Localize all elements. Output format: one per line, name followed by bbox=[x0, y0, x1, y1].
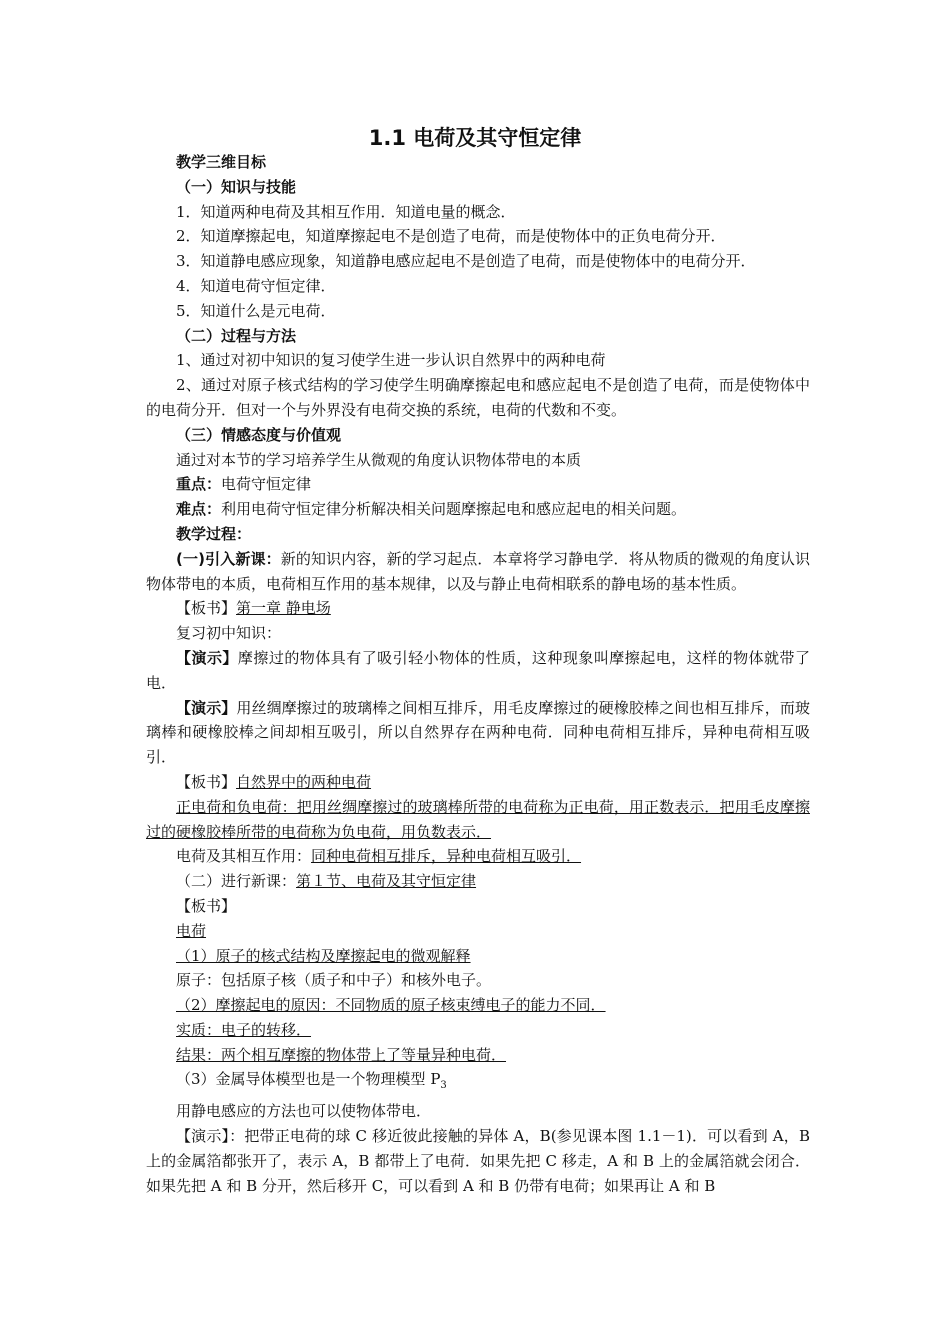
board-note-2-text: 自然界中的两种电荷 bbox=[236, 772, 372, 791]
demo-1 bbox=[146, 646, 810, 696]
key-point-text: 电荷守恒定律 bbox=[221, 475, 312, 494]
board-note-1-text: 第一章 静电场 bbox=[236, 599, 331, 618]
method-item-2: 2、通过对原子核式结构的学习使学生明确摩擦起电和感应起电不是创造了电荷，而是使物体中的电荷分开．但对一个与外界没有电荷交换的系统，电荷的代数和不变。 bbox=[146, 376, 810, 419]
subsection-1: （1）原子的核式结构及摩擦起电的微观解释 bbox=[176, 946, 471, 965]
essence-text: 实质：电子的转移． bbox=[176, 1020, 312, 1039]
review-text: 复习初中知识： bbox=[176, 624, 282, 643]
process-method-heading: （二）过程与方法 bbox=[176, 326, 297, 345]
demo-3-text: ：把带正电荷的球 C 移近彼此接触的异体 A，B(参见课本图 1.1－1)．可以看到 A，B 上的金属箔都张开了，表示 A，B 都带上了电荷．如果先把 C 移走，A 和 B 上的金属箔就会闭合．如果先把 A 和 B 分开，然后移开 C，可以看到 A 和 B 仍带有电荷；如果再让 A 和 B bbox=[146, 1127, 810, 1195]
intro-text: 新的知识内容，新的学习起点．本章将学习静电学．将从物质的微观的角度认识物体带电的本质，电荷相互作用的基本规律，以及与静止电荷相联系的静电场的基本性质。 bbox=[146, 549, 810, 593]
teaching-process-heading: 教学过程： bbox=[176, 524, 252, 543]
difficult-point-text: 利用电荷守恒定律分析解决相关问题摩擦起电和感应起电的相关问题。 bbox=[221, 500, 687, 519]
interaction-label: 电荷及其相互作用： bbox=[176, 847, 312, 866]
intro-label: (一)引入新课： bbox=[176, 549, 281, 568]
board-note-2 bbox=[146, 770, 810, 795]
new-lesson-label: （二）进行新课： bbox=[176, 872, 297, 891]
board-tag: 【板书】 bbox=[176, 772, 237, 791]
demo-2 bbox=[146, 696, 810, 770]
demo-tag: 【演示】 bbox=[176, 648, 238, 667]
document-body bbox=[146, 150, 810, 1198]
knowledge-item-3: 3．知道静电感应现象，知道静电感应起电不是创造了电荷，而是使物体中的电荷分开． bbox=[176, 252, 756, 271]
interaction-line bbox=[146, 844, 810, 869]
attitude-text: 通过对本节的学习培养学生从微观的角度认识物体带电的本质 bbox=[176, 450, 582, 469]
method-item-1: 1、通过对初中知识的复习使学生进一步认识自然界中的两种电荷 bbox=[176, 351, 606, 370]
new-lesson-text: 第１节、电荷及其守恒定律 bbox=[296, 872, 477, 891]
demo-1-text: 摩擦过的物体具有了吸引轻小物体的性质，这种现象叫摩擦起电，这样的物体就带了电． bbox=[146, 648, 810, 692]
demo-2-text: 用丝绸摩擦过的玻璃棒之间相互排斥，用毛皮摩擦过的硬橡胶棒之间也相互排斥，而玻璃棒和硬橡胶棒之间却相互吸引，所以自然界存在两种电荷．同种电荷相互排斥，异种电荷相互吸引． bbox=[146, 698, 810, 767]
attitude-heading: （三）情感态度与价值观 bbox=[176, 425, 342, 444]
knowledge-item-2: 2．知道摩擦起电，知道摩擦起电不是创造了电荷，而是使物体中的正负电荷分开． bbox=[176, 227, 726, 246]
key-point-label: 重点： bbox=[176, 475, 222, 494]
board-tag-line: 【板书】 bbox=[176, 896, 237, 915]
document-title: 1.1 电荷及其守恒定律 bbox=[368, 126, 582, 150]
knowledge-item-4: 4．知道电荷守恒定律． bbox=[176, 276, 336, 295]
board-tag: 【板书】 bbox=[176, 599, 237, 618]
atom-text: 原子：包括原子核（质子和中子）和核外电子。 bbox=[176, 971, 492, 990]
charges-definition: 正电荷和负电荷：把用丝绸摩擦过的玻璃棒所带的电荷称为正电荷，用正数表示．把用毛皮摩擦过的硬橡胶棒所带的电荷称为负电荷，用负数表示． bbox=[146, 797, 810, 841]
demo-3-tag: 【演示】 bbox=[176, 1127, 230, 1146]
key-point bbox=[146, 472, 810, 497]
new-lesson-line bbox=[146, 869, 810, 894]
subsection-3-subscript: 3 bbox=[440, 1080, 447, 1092]
intro-paragraph bbox=[146, 547, 810, 597]
induction-text: 用静电感应的方法也可以使物体带电． bbox=[176, 1102, 432, 1121]
charge-word: 电荷 bbox=[176, 921, 207, 940]
result-text: 结果：两个相互摩擦的物体带上了等量异种电荷． bbox=[176, 1045, 507, 1064]
demo-3 bbox=[146, 1124, 810, 1198]
difficult-point-label: 难点： bbox=[176, 500, 222, 519]
knowledge-item-1: 1．知道两种电荷及其相互作用．知道电量的概念． bbox=[176, 202, 516, 221]
subsection-2: （2）摩擦起电的原因：不同物质的原子核束缚电子的能力不同． bbox=[176, 996, 606, 1015]
demo-tag: 【演示】 bbox=[176, 698, 237, 717]
interaction-text: 同种电荷相互排斥，异种电荷相互吸引． bbox=[311, 847, 582, 866]
subsection-3-text: （3）金属导体模型也是一个物理模型 P bbox=[176, 1070, 441, 1089]
board-note-1 bbox=[146, 596, 810, 621]
subsection-3 bbox=[146, 1067, 810, 1099]
difficult-point bbox=[146, 497, 810, 522]
goals-heading: 教学三维目标 bbox=[176, 153, 267, 171]
knowledge-heading: （一）知识与技能 bbox=[176, 177, 297, 196]
knowledge-item-5: 5．知道什么是元电荷． bbox=[176, 301, 336, 320]
